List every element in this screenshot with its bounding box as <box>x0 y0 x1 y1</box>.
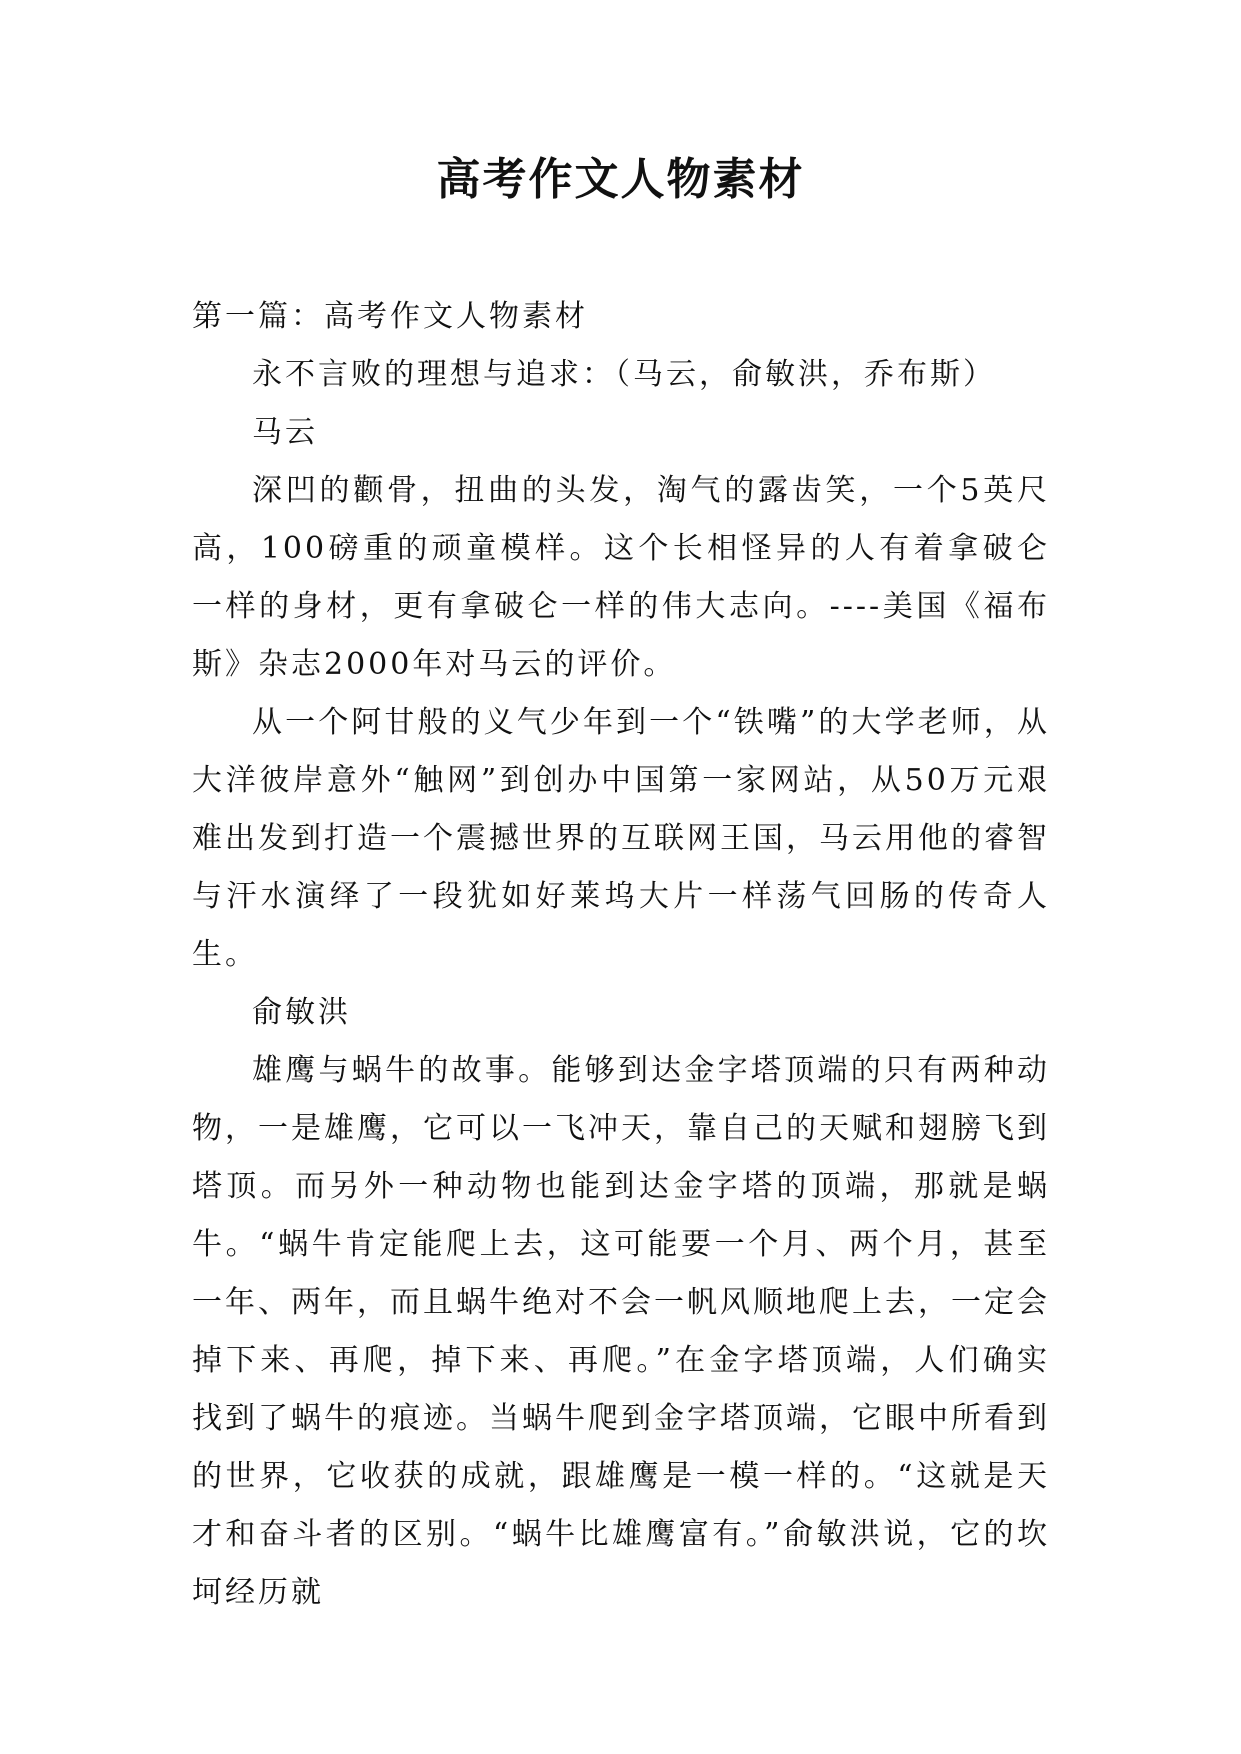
paragraph-theme: 永不言败的理想与追求：（马云，俞敏洪，乔布斯） <box>252 357 996 392</box>
document-title: 高考作文人物素材 <box>436 154 805 205</box>
paragraph-ma-yun-description: 深凹的颧骨，扭曲的头发，淘气的露齿笑，一个5英尺高，100磅重的顽童模样。这个长相怪异的人有着拿破仑一样的身材，更有拿破仑一样的伟大志向。----美国《福布斯》杂志2000年对马云的评价。 <box>192 473 1050 682</box>
subheading-ma-yun: 马云 <box>252 415 318 450</box>
paragraph-ma-yun-career: 从一个阿甘般的义气少年到一个“铁嘴”的大学老师，从大洋彼岸意外“触网”到创办中国第一家网站，从50万元艰难出发到打造一个震撼世界的互联网王国，马云用他的睿智与汗水演绎了一段犹如好莱坞大片一样荡气回肠的传奇人生。 <box>192 705 1050 972</box>
subheading-yu-minhong: 俞敏洪 <box>252 995 351 1030</box>
paragraph-eagle-and-snail: 雄鹰与蜗牛的故事。能够到达金字塔顶端的只有两种动物，一是雄鹰，它可以一飞冲天，靠自己的天赋和翅膀飞到塔顶。而另外一种动物也能到达金字塔的顶端，那就是蜗牛。“蜗牛肯定能爬上去，这可能要一个月、两个月，甚至一年、两年，而且蜗牛绝对不会一帆风顺地爬上去，一定会掉下来、再爬，掉下来、再爬。”在金字塔顶端，人们确实找到了蜗牛的痕迹。当蜗牛爬到金字塔顶端，它眼中所看到的世界，它收获的成就，跟雄鹰是一模一样的。“这就是天才和奋斗者的区别。“蜗牛比雄鹰富有。”俞敏洪说，它的坎坷经历就 <box>192 1053 1050 1610</box>
document-body <box>192 288 1050 1622</box>
section-heading: 第一篇：高考作文人物素材 <box>192 299 588 334</box>
